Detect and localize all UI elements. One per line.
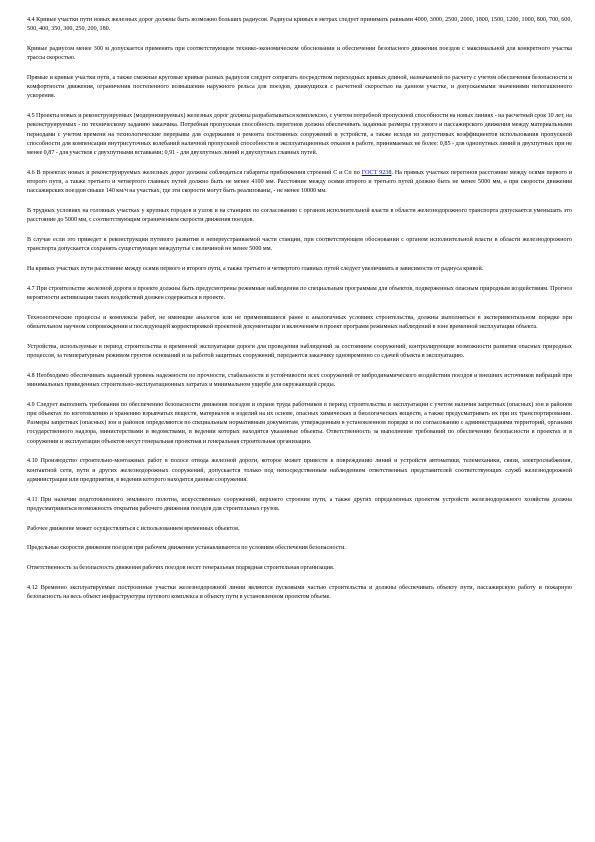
paragraph-curves-300: Кривые радиусом менее 300 м допускается применять при соответствующем технико-экономическом обосновании и обеспечении безопасного движения поездов с максимальной для конкретного участка трассы скоростью. bbox=[27, 46, 572, 62]
paragraph-curved-sections: На кривых участках пути расстояние между осями первого и второго пути, а также третьего и четвертого главных путей следует увеличивать в зависимости от радиуса кривой. bbox=[27, 266, 484, 273]
paragraph-speed-limits: Предельные скорости движения поездов при рабочем движении устанавливаются по условиям обеспечения безопасности. bbox=[27, 545, 346, 552]
document-page bbox=[27, 16, 572, 613]
paragraph-monitoring-devices: Устройства, используемые в период строительства и временной эксплуатации дороги для проведения наблюдений за состоянием сооружений, контролирующие возможности развития опасных природных процессов, за температурным режимом грунтов оснований и за работой защитных сооружений, передаются заказчику одновременно со сдачей объекта в эксплуатацию. bbox=[27, 343, 572, 360]
paragraph-4-9: 4.9 Следует выполнять требования по обеспечению безопасности движения поездов и охране труда работников в период строительства и эксплуатации с учетом наличия запретных (опасных) зон и районов при объектах по изготовлению и хранению взрывчатых веществ, материалов и изделий на их основе, опасных химических и биологических веществ, а также предусматривать их при их транспортировании. Размеры запретных (опасных) зон и районов определяются по специальным нормативным документам, утвержденным в установленном порядке и по согласованию с администрациями территорий, органами государственного надзора, министерствами и ведомствами, в ведении которых находятся указанные объекты. Ответственность за выполнение требований по обеспечению безопасности в проектах и в сооружении и эксплуатации объектов несут генеральная проектная и генеральная строительная организации. bbox=[27, 401, 572, 445]
paragraph-responsibility: Ответственность за безопасность движения рабочих поездов несет генеральная подрядная строительная организация. bbox=[27, 565, 335, 572]
paragraph-difficult-conditions: В трудных условиях на головных участках у крупных городов и узлов и на станциях по согласованию с органом исполнительной власти в области железнодорожного транспорта допускается уменьшать это расстояние до 5000 мм, с соответствующим ограничением скорости движения поездов. bbox=[27, 208, 572, 224]
paragraph-4-8: 4.8 Необходимо обеспечивать заданный уровень надежности по прочности, стабильности и устойчивости всех сооружений от вибродинамического воздействия поездов и внешних источников вибраций при минимальных приведенных строительно-эксплуатационных затратах и минимальном ущербе для окружающей среды. bbox=[27, 372, 572, 389]
paragraph-4-7: 4.7 При строительстве железной дороги в проекте должны быть предусмотрены режимные наблюдения по специальным программам для объектов, подверженных опасным природным воздействиям. Прогноз вероятности активизации таких воздействий должен содержаться в проекте. bbox=[27, 285, 572, 302]
paragraph-working-traffic: Рабочее движение может осуществляться с использованием временных объектов. bbox=[27, 525, 240, 532]
paragraph-4-10: 4.10 Производство строительно-монтажных работ в полосе отвода железной дороги, которое может привести к повреждению линий и устройств автоматики, телемеханики, связи, электроснабжения, контактной сети, пути и других железнодорожных сооружений, допускается только под непосредственным наблюдением ответственных представителей соответствующих служб железнодорожной администрации или предприятия, в ведении которого находятся данные сооружения. bbox=[27, 458, 572, 483]
paragraph-transition-curves: Прямые и кривые участки пути, а также смежные круговые кривые разных радиусов следует сопрягать посредством переходных кривых длиной, назначаемой по расчету с учетом обеспечения безопасности и комфортности движения, ограничения постепенного возвышения наружного рельса для поездов, движущихся с расчетной скоростью на данном участке, и допускаемыми значениями непогашенного ускорения. bbox=[27, 75, 572, 100]
paragraph-4-6-lead: 4.6 В проектах новых и реконструируемых железных дорог должны соблюдаться габариты приближения строений С и Сп по bbox=[27, 169, 362, 176]
paragraph-technology-processes: Технологические процессы и комплексы работ, не имеющие аналогов или не применявшиеся ранее в аналогичных условиях строительства, должны выполняться в экспериментальном порядке при обязательном научном сопровождении и последующей корректировкой проектной документации и включением в проект программ режимных наблюдений в зоне временной эксплуатации объекта. bbox=[27, 314, 572, 331]
paragraph-4-6-tail: . На прямых участках перегонов расстояние между осями первого и второго пути, а также третьего и четвертого главных путей должно быть не менее 4100 мм. Расстояние между осями второго и третьего путей должно быть не менее 5000 мм, а при скорости движения пассажирских поездов свыше 140 км/ч на участках, где эти скорости могут быть реализованы, - не менее 10000 мм. bbox=[27, 169, 572, 195]
gost-link[interactable]: ГОСТ 9238 bbox=[361, 169, 392, 176]
paragraph-4-12: 4.12 Временно эксплуатируемые построенные участки железнодорожной линии являются пусковыми частью строительства и должны обеспечивать объекту пути, пассажирскую работу и пожарную безопасность на весь объект инфраструктуры путевого комплекса и объекту пути в установленном проектом объеме. bbox=[27, 585, 572, 601]
paragraph-4-4: 4.4 Кривые участки пути новых железных дорог должны быть возможно больших радиусов. Радиусы кривых в метрах следует принимать равными 4000, 3000, 2500, 2000, 1800, 1500, 1200, 1000, 800, 700, 600, 500, 400, 350, 300, 250, 200, 180. bbox=[27, 17, 572, 33]
paragraph-4-6 bbox=[27, 169, 572, 197]
paragraph-4-5: 4.5 Проекты новых и реконструируемых (модернизируемых) железных дорог должны разрабатываться комплексно, с учетом потребной пропускной способности на новых линиях - на расчетный срок 10 лет, на реконструируемых - по техническому заданию заказчика. Потребная пропускная способность перегонов должна обеспечивать заданные размеры грузового и пассажирского движения между материальными периодами с учетом времени на технологические перерывы для содержания и ремонта постоянных сооружений и устройств, а также исходя из допустимых коэффициентов использования пропускной способности для компенсации внутрисуточных колебаний наличной пропускной способности и эксплуатационных отказов в работе, принимаемых не более: 0,85 - для однопутных линий и двухпутных при не менее 0,87 - для участков с двухпутными вставками; 0,91 - для двухпутных линий и двухпутных главных путей. bbox=[27, 113, 572, 157]
paragraph-4-11: 4.11 При наличии подготовленного земляного полотна, искусственных сооружений, верхнего строения пути, а также других определенных проектом устройств железнодорожного хозяйства должна предусматриваться возможность открытия рабочего движения поездов для строительных грузов. bbox=[27, 496, 572, 512]
paragraph-reconstruction-case: В случае если это приведет к реконструкции путевого развития в непереустраиваемой части станции, при соответствующем обосновании с органом исполнительной власти в области железнодорожного транспорта допускается сохранять существующее междупутье с величиной не менее 5000 мм. bbox=[27, 237, 572, 253]
